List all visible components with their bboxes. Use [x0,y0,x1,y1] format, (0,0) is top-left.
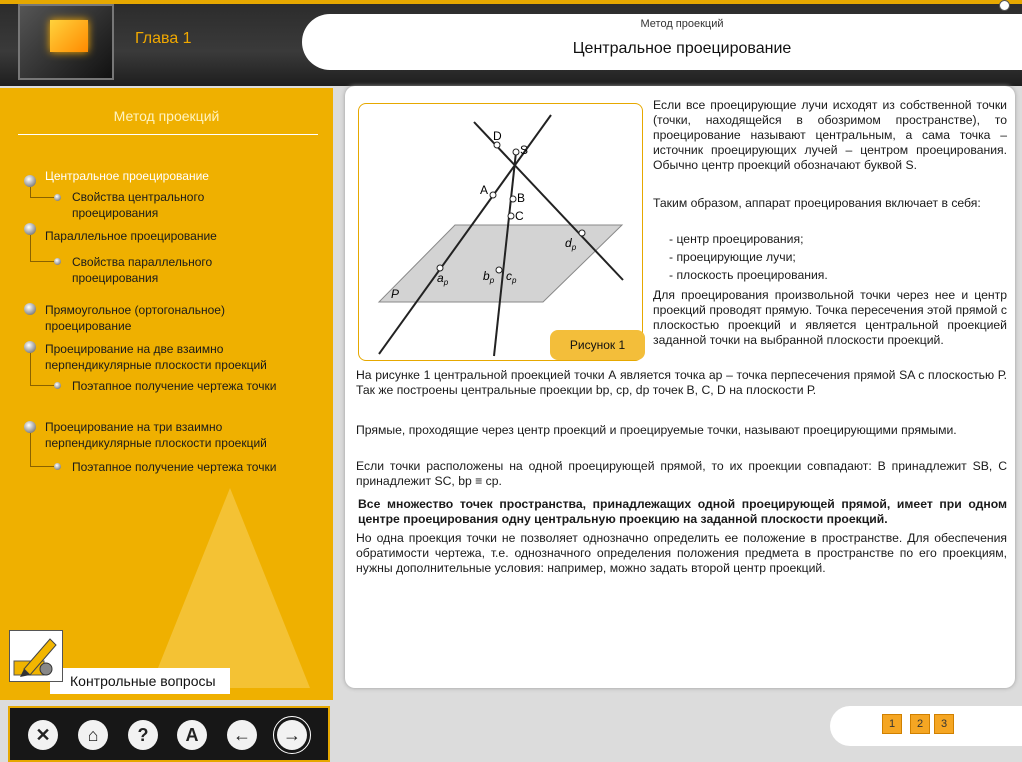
projection-diagram [359,104,642,360]
quiz-link[interactable]: Контрольные вопросы [50,668,230,694]
label-A: A [480,183,489,197]
submenu-bullet-icon [54,258,61,265]
header-panel [302,14,1022,70]
label-S: S [520,143,529,157]
sidebar-subitem-three-planes-steps[interactable]: Поэтапное получение чертежа точки [72,460,277,474]
chapter-label: Глава 1 [135,30,192,47]
submenu-bullet-icon [54,463,61,470]
submenu-bullet-icon [54,382,61,389]
sidebar-item-orthogonal[interactable]: Прямоугольное (ортогональное) проецирование [45,303,225,333]
sidebar-title: Метод проекций [113,108,220,124]
forward-arrow-icon[interactable]: → [277,720,307,750]
section-label: Метод проекций [640,18,724,30]
menu-bullet-icon [24,421,36,433]
navigation-bar [8,706,330,762]
sidebar-item-three-planes[interactable]: Проецирование на три взаимно перпендикулярные плоскости проекций [45,420,267,450]
label-P: P [391,287,400,301]
paragraph-6: Если точки расположены на одной проецирующей прямой, то их проекции совпадают: В принадлежит SB, С принадлежит SC, bp ≡ cp. [356,459,1007,488]
content-panel [345,86,1015,688]
sidebar-item-central[interactable]: Центральное проецирование [45,169,209,183]
page-title: Центральное проецирование [572,40,792,57]
window-close-icon[interactable] [999,0,1010,11]
menu-bullet-icon [24,341,36,353]
sidebar-item-two-planes[interactable]: Проецирование на две взаимно перпендикулярные плоскости проекций [45,342,267,372]
page-2-button[interactable]: 2 [910,714,930,734]
figure-caption: Рисунок 1 [550,330,645,360]
label-B: B [517,191,526,205]
sidebar-subitem-central-properties[interactable]: Свойства центрального проецирования [72,190,205,220]
paragraph-1: Если все проецирующие лучи исходят из собственной точки (точки, находящейся в обозримом пространстве), то проецирование называют центральным, а сама точка – источник проецирующих лучей – центром проецирования. Обычно центр проекций обозначают буквой S. [653,98,1007,172]
paragraph-5: Прямые, проходящие через центр проекций и проецируемые точки, называют проецирующими прямыми. [356,423,957,437]
list-item: - центр проецирования; [669,232,804,246]
pagination [830,706,1022,746]
sidebar-menu [0,88,333,688]
submenu-bullet-icon [54,194,61,201]
logo-cube-icon [18,4,114,80]
font-icon[interactable]: A [177,720,207,750]
sidebar [0,88,333,700]
paragraph-4: На рисунке 1 центральной проекцией точки А является точка ap – точка перпесечения прямой SA с плоскостью Р. Так же построены центральные проекции bp, cp, dp точек В, С, D на плоскости Р. [356,368,1007,397]
home-icon[interactable]: ⌂ [78,720,108,750]
paragraph-3: Для проецирования произвольной точки через нее и центр проекций проводят прямую. Точка пересечения этой прямой с плоскостью проекций и является центральной проекцией заданной точки на выбранной плоскости проекций. [653,288,1007,347]
sidebar-item-parallel[interactable]: Параллельное проецирование [45,229,217,243]
figure-1 [358,103,643,361]
page-1-button[interactable]: 1 [882,714,902,734]
menu-bullet-icon [24,223,36,235]
label-dp: $d_p$ [565,236,577,252]
help-icon[interactable]: ? [128,720,158,750]
page-3-button[interactable]: 3 [934,714,954,734]
paragraph-7: Все множество точек пространства, принадлежащих одной проецирующей прямой, имеет при одном центре проецирования одну центральную проекцию на заданной плоскости проекций. [358,497,1007,526]
label-bp: $b_p$ [483,269,495,285]
quiz-pencil-icon[interactable] [9,630,63,682]
label-ap: $a_p$ [437,271,449,287]
list-item: - плоскость проецирования. [669,268,828,282]
list-item: - проецирующие лучи; [669,250,796,264]
menu-bullet-icon [24,303,36,315]
close-icon[interactable]: ✕ [28,720,58,750]
sidebar-subitem-parallel-properties[interactable]: Свойства параллельного проецирования [72,255,213,285]
back-arrow-icon[interactable]: ← [227,720,257,750]
label-D: D [493,129,502,143]
label-cp: $c_p$ [506,269,517,285]
paragraph-8: Но одна проекция точки не позволяет однозначно определить ее положение в пространстве. Для обеспечения обратимости чертежа, т.е. однозначного определения положения предмета в пространстве по его проекциям, нужны дополнительные условия: например, можно задать второй центр проекций. [356,531,1007,575]
top-bar [0,0,1022,86]
label-C: C [515,209,524,223]
top-accent-line [0,0,1022,4]
paragraph-2: Таким образом, аппарат проецирования включает в себя: [653,196,981,210]
menu-bullet-icon [24,175,36,187]
sidebar-subitem-two-planes-steps[interactable]: Поэтапное получение чертежа точки [72,379,277,393]
